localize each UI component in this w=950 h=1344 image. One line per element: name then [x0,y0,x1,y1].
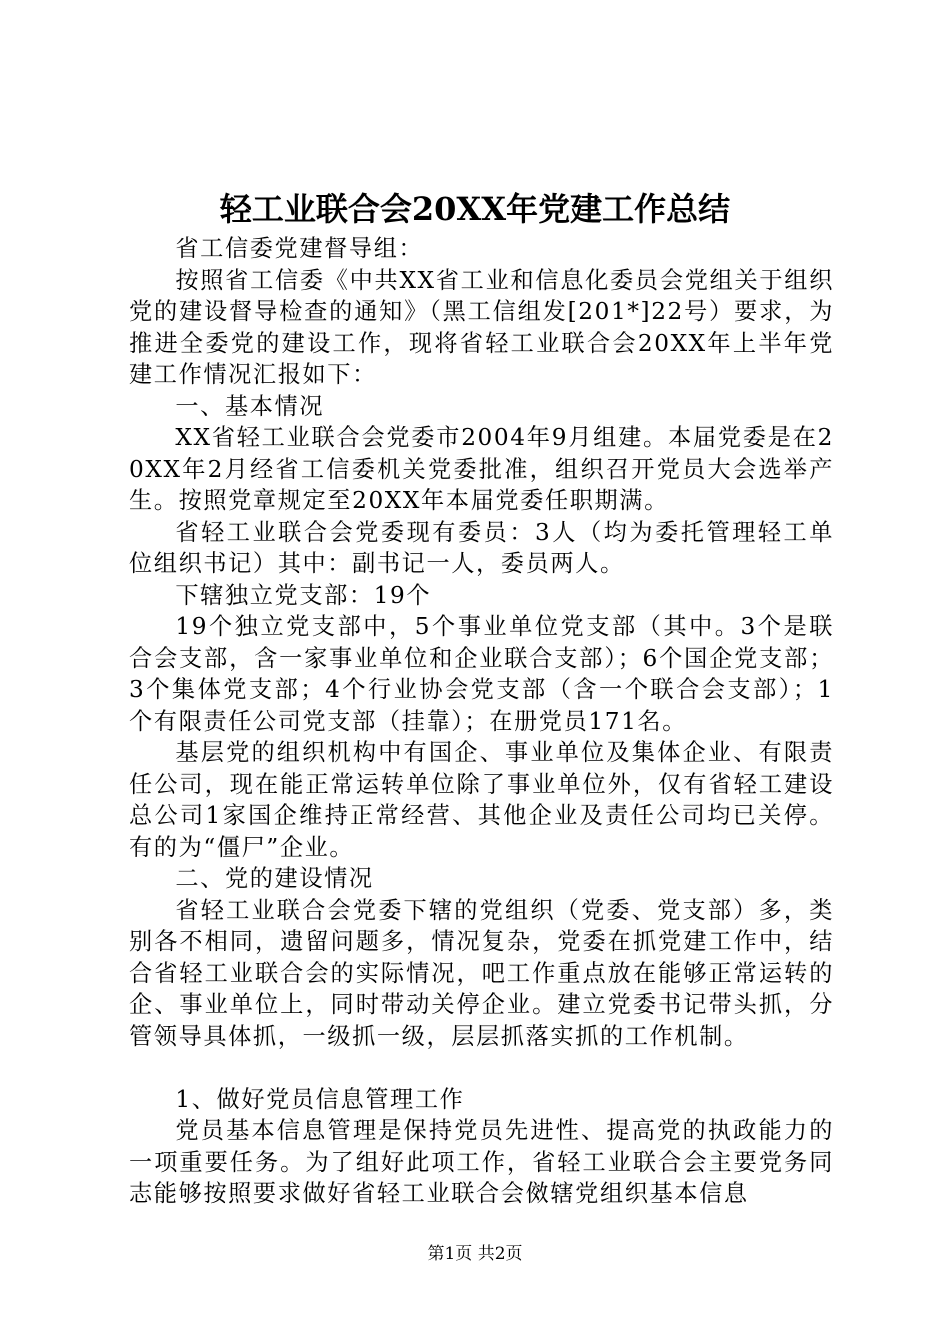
subsection-heading-member-info: 1、做好党员信息管理工作 [175,1085,465,1113]
paragraph-committee: 省轻工业联合会党委现有委员：3人（均为委托管理轻工单位组织书记）其中：副书记一人，委员两人。 [129,518,834,577]
salutation: 省工信委党建督导组： [175,235,424,262]
page-footer: 第1页 共2页 [427,1244,523,1264]
document-title: 轻工业联合会20XX年党建工作总结 [219,190,731,228]
section-heading-basic: 一、基本情况 [175,392,325,420]
paragraph-construction: 省轻工业联合会党委下辖的党组织（党委、党支部）多，类别各不相同，遗留问题多，情况复杂，党委在抓党建工作中，结合省轻工业联合会的实际情况，吧工作重点放在能够正常运转的企、事业单位上，同时带动关停企业。建立党委书记带头抓，分管领导具体抓，一级抓一级，层层抓落实抓的工作机制。 [129,896,834,1050]
section-heading-construction: 二、党的建设情况 [175,865,374,892]
paragraph-basic-info: XX省轻工业联合会党委市2004年9月组建。本届党委是在20XX年2月经省工信委机关党委批准，组织召开党员大会选举产生。按照党章规定至20XX年本届党委任职期满。 [129,424,834,514]
paragraph-intro: 按照省工信委《中共XX省工业和信息化委员会党组关于组织党的建设督导检查的通知》（黑工信组发[201*]22号）要求，为推进全委党的建设工作，现将省轻工业联合会20XX年上半年党建工作情况汇报如下： [129,266,834,388]
paragraph-branches-detail: 19个独立党支部中，5个事业单位党支部（其中。3个是联合会支部，含一家事业单位和企业联合支部）；6个国企党支部；3个集体党支部；4个行业协会党支部（含一个联合会支部）；1个有限责任公司党支部（挂靠）；在册党员171名。 [129,613,834,735]
paragraph-grassroots: 基层党的组织机构中有国企、事业单位及集体企业、有限责任公司，现在能正常运转单位除了事业单位外，仅有省轻工建设总公司1家国企维持正常经营、其他企业及责任公司均已关停。有的为“僵尸”企业。 [129,739,834,861]
paragraph-member-info: 党员基本信息管理是保持党员先进性、提高党的执政能力的一项重要任务。为了组好此项工作，省轻工业联合会主要党务同志能够按照要求做好省轻工业联合会傚辖党组织基本信息 [129,1117,834,1207]
document-body [129,233,834,1210]
paragraph-branches-count: 下辖独立党支部：19个 [175,581,432,609]
